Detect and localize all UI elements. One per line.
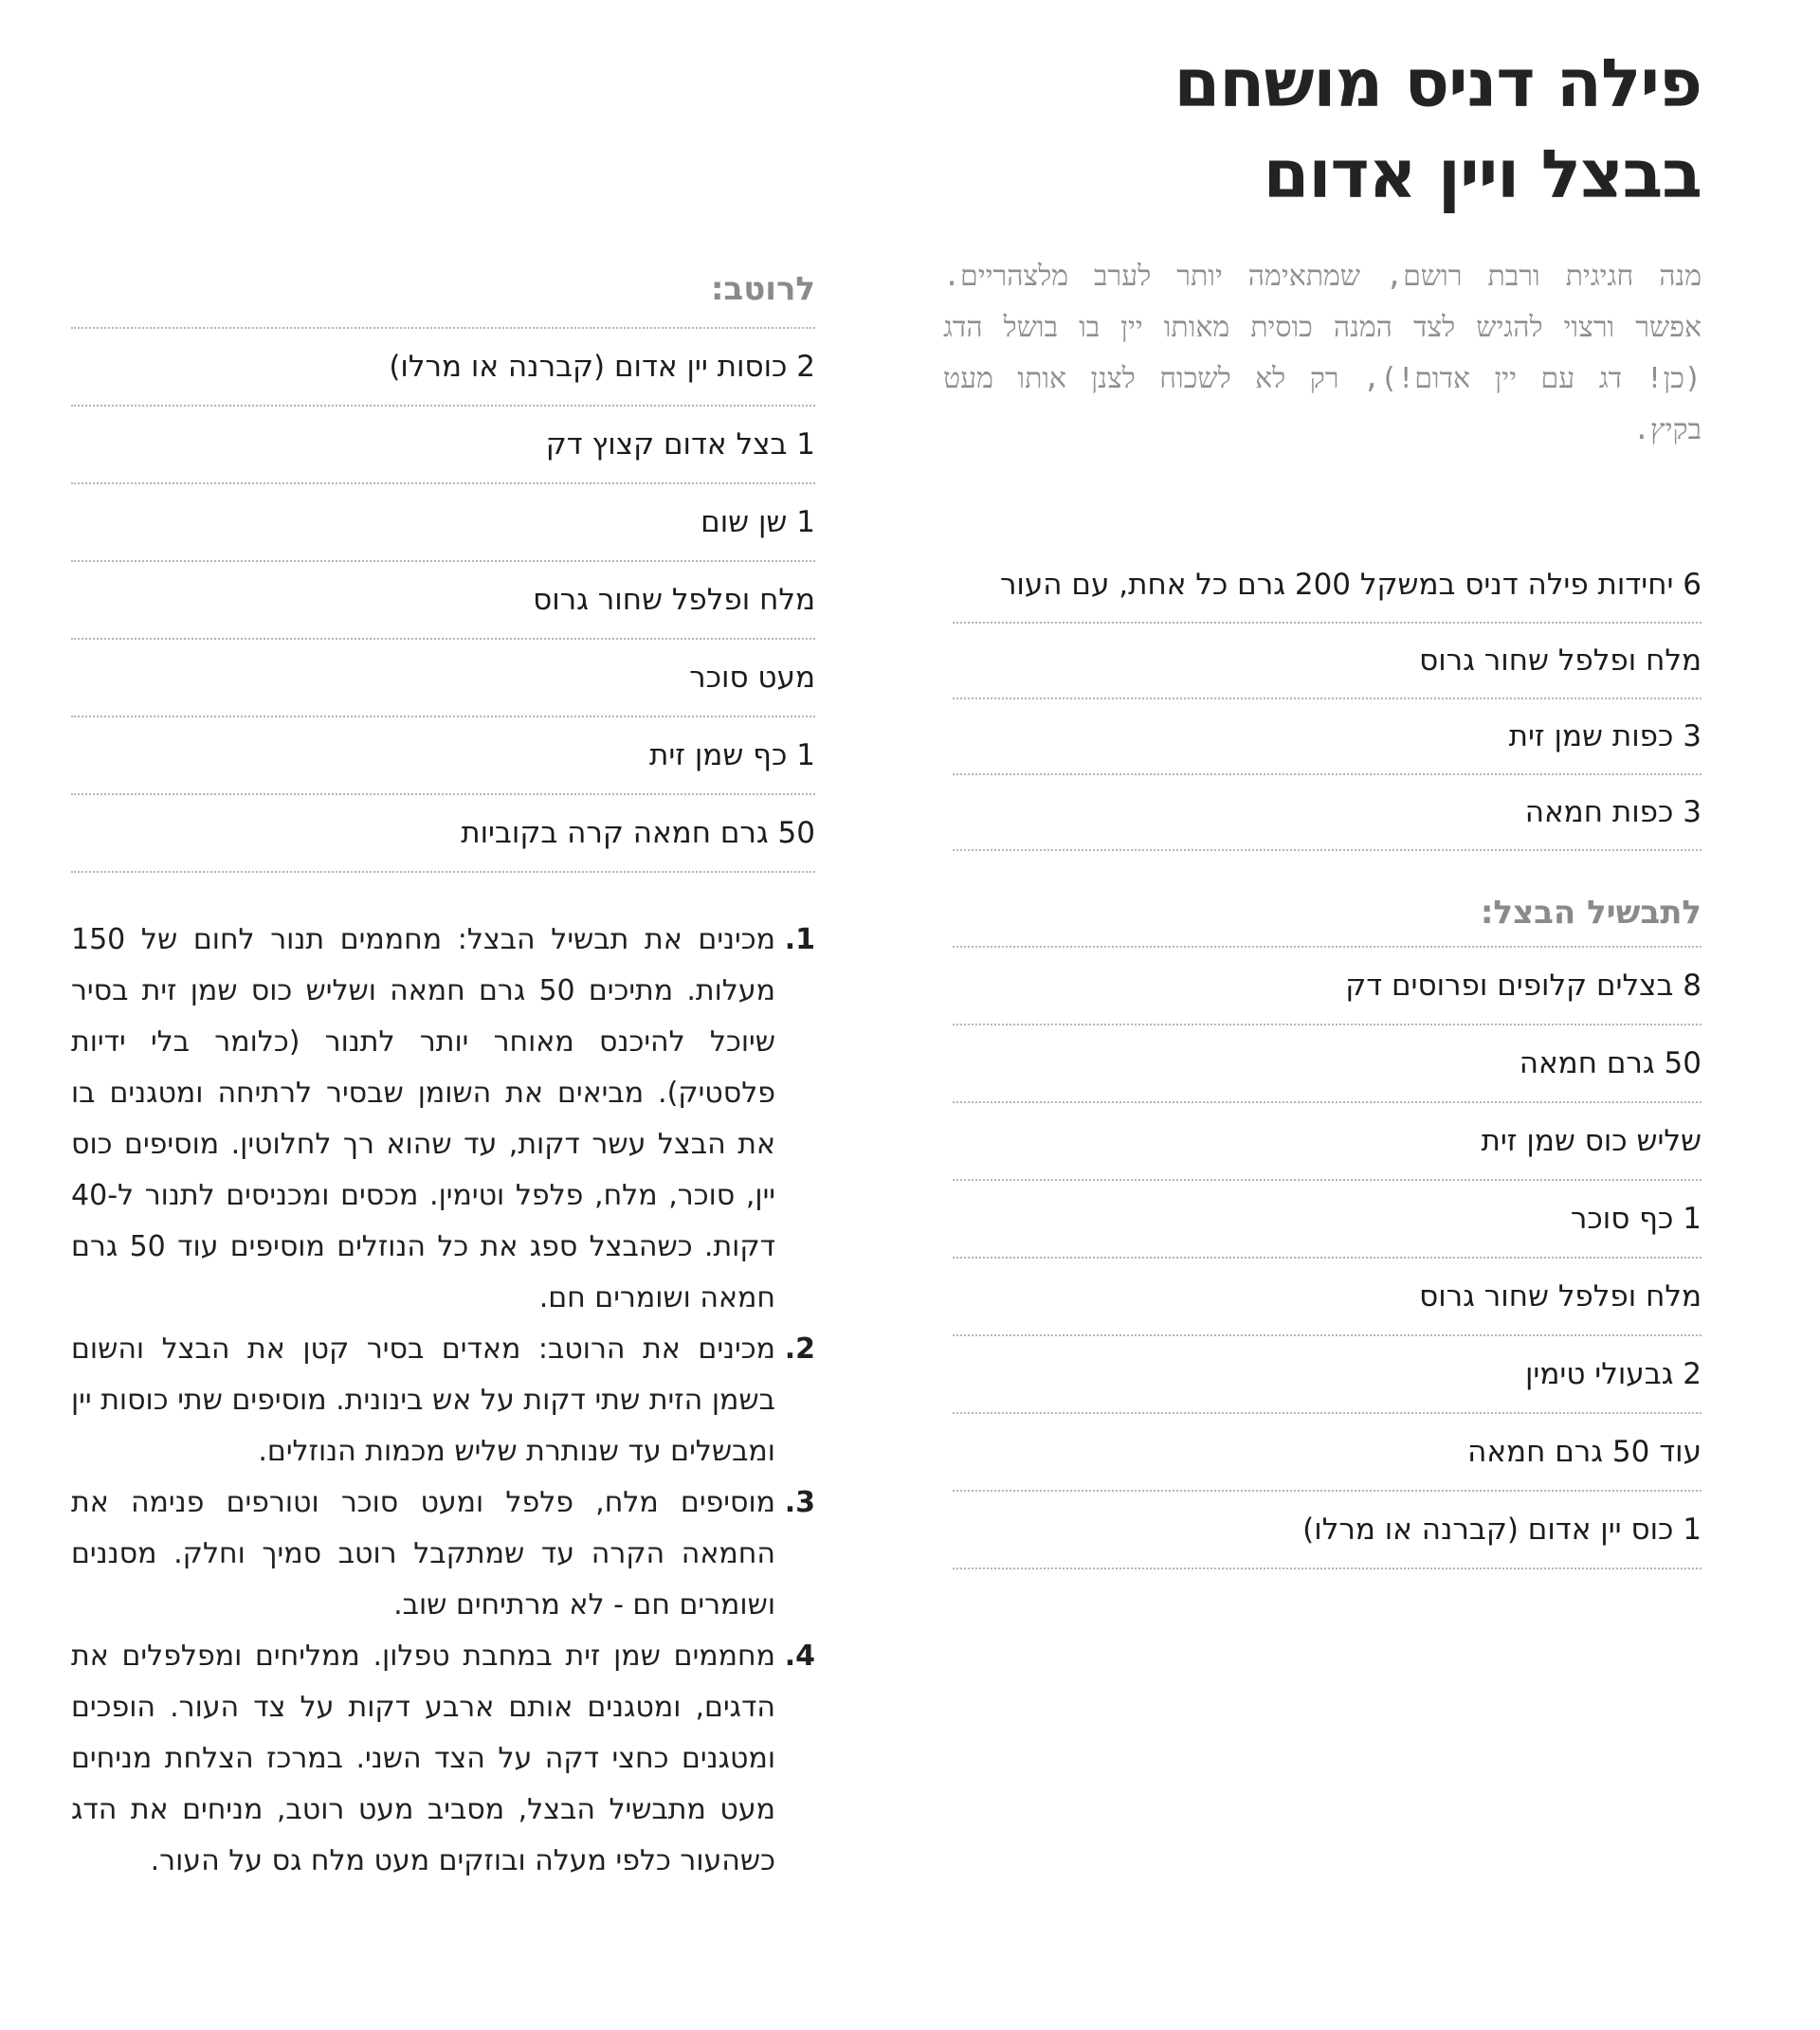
step-text: מכינים את תבשיל הבצל: מחממים תנור לחום של 150 מעלות. מתיכים 50 גרם חמאה ושליש כוס שמן זית בסיר שיוכל להיכנס מאוחר יותר לתנור (כלומר בלי ידיות פלסטיק). מביאים את השומן שבסיר לרתיחה ומטגנים בו את הבצל עשר דקות, עד שהוא רך לחלוטין. מוסיפים כוס יין, סוכר, מלח, פלפל וטימין. מכסים ומכניסים לתנור ל-40 דקות. כשהבצל ספג את כל הנוזלים מוסיפים עוד 50 גרם חמאה ושומרים חם.	[71, 923, 775, 1314]
step-item	[71, 1324, 815, 1477]
ingredient-item: מלח ופלפל שחור גרוס	[953, 624, 1702, 699]
step-item	[71, 915, 815, 1324]
ingredient-item: 3 כפות חמאה	[953, 775, 1702, 851]
ingredient-item: 1 כוס יין אדום (קברנה או מרלו)	[953, 1492, 1702, 1569]
recipe-intro: מנה חגיגית ורבת רושם, שמתאימה יותר לערב מלצהריים. אפשר ורצוי להגיש לצד המנה כוסית מאותו יין בו בושל הדג (כן! דג עם יין אדום!), רק לא לשכוח לצנן אותו מעט בקיץ.	[943, 260, 1702, 446]
ingredient-item: מלח ופלפל שחור גרוס	[953, 1259, 1702, 1336]
step-number: 1.	[784, 923, 815, 956]
sauce-ingredients-list	[71, 329, 815, 873]
onion-section-heading: לתבשיל הבצל:	[953, 879, 1702, 948]
step-number: 4.	[784, 1640, 815, 1673]
main-ingredients-list	[953, 548, 1702, 851]
ingredient-item: 3 כפות שמן זית	[953, 699, 1702, 775]
step-text: מחממים שמן זית במחבת טפלון. ממליחים ומפלפלים את הדגים, ומטגנים אותם ארבע דקות על צד העור. הופכים ומטגנים כחצי דקה על הצד השני. במרכז הצלחת מניחים מעט מתבשיל הבצל, מסביב מעט רוטב, מניחים את הדג כשהעור כלפי מעלה ובוזקים מעט מלח גס על העור.	[71, 1640, 775, 1877]
recipe-title	[848, 38, 1702, 220]
ingredient-item: 8 בצלים קלופים ופרוסים דק	[953, 948, 1702, 1025]
ingredient-item: 2 גבעולי טימין	[953, 1336, 1702, 1414]
main-ingredients-column	[953, 548, 1702, 1569]
ingredient-item: 1 כף שמן זית	[71, 717, 815, 795]
sauce-ingredients-column	[71, 251, 815, 873]
ingredient-item: 1 כף סוכר	[953, 1181, 1702, 1259]
ingredient-item: מלח ופלפל שחור גרוס	[71, 562, 815, 640]
recipe-title-line-1: פילה דניס מושחם	[1174, 45, 1702, 122]
ingredient-item: מעט סוכר	[71, 640, 815, 717]
ingredient-item: עוד 50 גרם חמאה	[953, 1414, 1702, 1492]
ingredient-item: 50 גרם חמאה	[953, 1025, 1702, 1103]
step-text: מוסיפים מלח, פלפל ומעט סוכר וטורפים פנימה את החמאה הקרה עד שמתקבל רוטב סמיך וחלק. מסננים ושומרים חם - לא מרתיחים שוב.	[71, 1486, 775, 1622]
ingredient-item: 1 שן שום	[71, 484, 815, 562]
ingredient-item: 1 בצל אדום קצוץ דק	[71, 407, 815, 484]
step-number: 3.	[784, 1486, 815, 1519]
ingredient-item: 6 יחידות פילה דניס במשקל 200 גרם כל אחת, עם העור	[953, 548, 1702, 624]
step-item	[71, 1631, 815, 1887]
ingredient-item: 2 כוסות יין אדום (קברנה או מרלו)	[71, 329, 815, 407]
recipe-title-line-2: בבצל ויין אדום	[1263, 136, 1702, 213]
ingredient-item: 50 גרם חמאה קרה בקוביות	[71, 795, 815, 873]
step-text: מכינים את הרוטב: מאדים בסיר קטן את הבצל והשום בשמן הזית שתי דקות על אש בינונית. מוסיפים שתי כוסות יין ומבשלים עד שנותרת שליש מכמות הנוזלים.	[71, 1332, 775, 1468]
onion-ingredients-list	[953, 948, 1702, 1569]
preparation-steps	[71, 915, 815, 1887]
ingredient-item: שליש כוס שמן זית	[953, 1103, 1702, 1181]
step-number: 2.	[784, 1332, 815, 1366]
step-item	[71, 1477, 815, 1631]
sauce-section-heading: לרוטב:	[71, 251, 815, 329]
